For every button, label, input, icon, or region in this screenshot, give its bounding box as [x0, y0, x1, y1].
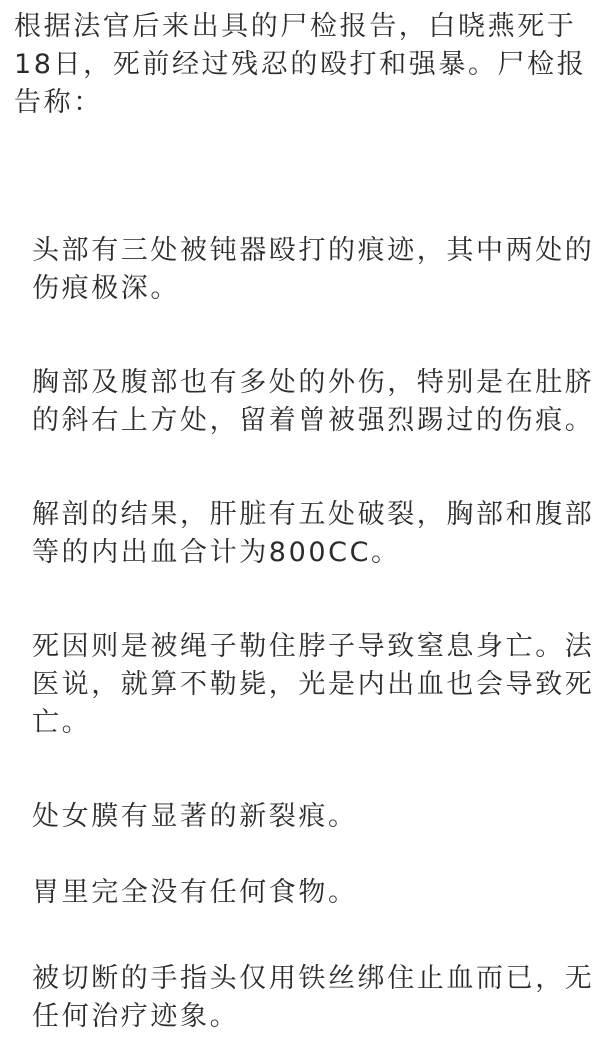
text-line: 胸部及腹部也有多处的外伤，特别是在肚脐	[32, 367, 595, 398]
head-injury-paragraph	[32, 232, 594, 308]
text-line: 伤痕极深。	[32, 273, 180, 304]
text-line: 的斜右上方处，留着曾被强烈踢过的伤痕。	[32, 405, 595, 436]
text-line: 亡。	[32, 707, 92, 738]
text-line: 告称：	[14, 87, 103, 118]
text-line: 被切断的手指头仅用铁丝绑住止血而已，无	[32, 963, 595, 994]
text-line: 头部有三处被钝器殴打的痕迹，其中两处的	[32, 235, 595, 266]
hymen-paragraph	[32, 798, 358, 836]
chest-injury-paragraph	[32, 364, 594, 440]
text-line: 处女膜有显著的新裂痕。	[32, 801, 358, 832]
intro-paragraph	[14, 8, 586, 122]
stomach-paragraph	[32, 874, 358, 912]
text-line: 根据法官后来出具的尸检报告，白晓燕死于	[14, 11, 577, 42]
text-line: 解剖的结果，肝脏有五处破裂，胸部和腹部	[32, 499, 595, 530]
text-line: 18日，死前经过残忍的殴打和强暴。尸检报	[14, 49, 587, 80]
cause-of-death-paragraph	[32, 628, 594, 742]
text-line: 死因则是被绳子勒住脖子导致窒息身亡。法	[32, 631, 595, 662]
text-line: 医说，就算不勒毙，光是内出血也会导致死	[32, 669, 595, 700]
text-line: 胃里完全没有任何食物。	[32, 877, 358, 908]
finger-paragraph	[32, 960, 594, 1036]
text-line: 等的内出血合计为800CC。	[32, 537, 401, 568]
organ-damage-paragraph	[32, 496, 594, 572]
text-line: 任何治疗迹象。	[32, 1001, 240, 1032]
